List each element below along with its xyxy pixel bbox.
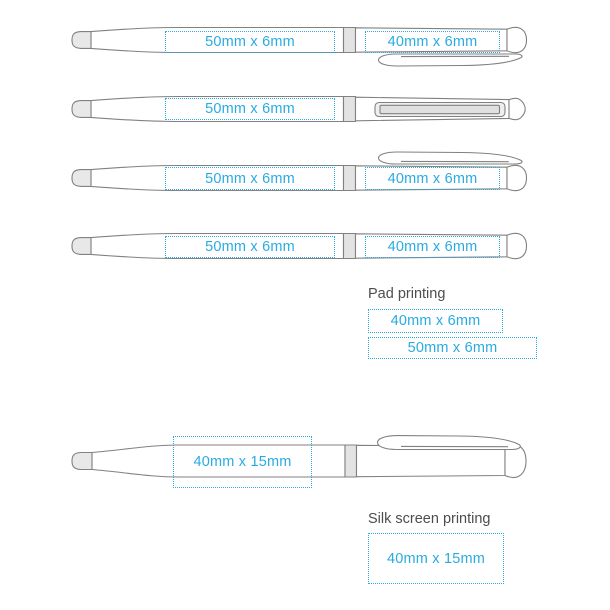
pen-ring bbox=[344, 234, 356, 259]
pen-tip bbox=[72, 101, 91, 118]
pad-printing-area-40x6: 40mm x 6mm bbox=[368, 309, 503, 333]
print-area-pen2-barrel: 50mm x 6mm bbox=[165, 98, 335, 120]
pen-tip bbox=[72, 238, 91, 255]
pen-clip-top-view-inner bbox=[380, 105, 500, 113]
print-area-pen1-cap: 40mm x 6mm bbox=[365, 31, 500, 53]
pen-clip bbox=[378, 436, 521, 450]
print-area-pen1-barrel: 50mm x 6mm bbox=[165, 31, 335, 53]
pad-printing-area-50x6: 50mm x 6mm bbox=[368, 337, 537, 359]
pad-printing-title: Pad printing bbox=[368, 286, 446, 302]
pen-finial bbox=[507, 165, 527, 190]
pen-finial bbox=[509, 98, 525, 119]
silk-screen-printing-title: Silk screen printing bbox=[368, 511, 491, 527]
pen-ring bbox=[344, 97, 356, 122]
pen-finial bbox=[507, 233, 527, 258]
pen-ring bbox=[344, 166, 356, 191]
print-area-pen4-cap: 40mm x 6mm bbox=[365, 236, 500, 258]
silk-screen-printing-area-40x15: 40mm x 15mm bbox=[368, 533, 504, 584]
print-area-pen5-barrel: 40mm x 15mm bbox=[173, 436, 312, 488]
pen-ring bbox=[345, 445, 357, 477]
pen-tip bbox=[72, 453, 92, 470]
pen-finial bbox=[507, 27, 527, 52]
pen-tip bbox=[72, 170, 91, 187]
print-area-pen4-barrel: 50mm x 6mm bbox=[165, 236, 335, 258]
pen-tip bbox=[72, 32, 91, 49]
pen-ring bbox=[344, 28, 356, 53]
print-area-pen3-cap: 40mm x 6mm bbox=[365, 167, 500, 190]
print-area-pen3-barrel: 50mm x 6mm bbox=[165, 167, 335, 190]
